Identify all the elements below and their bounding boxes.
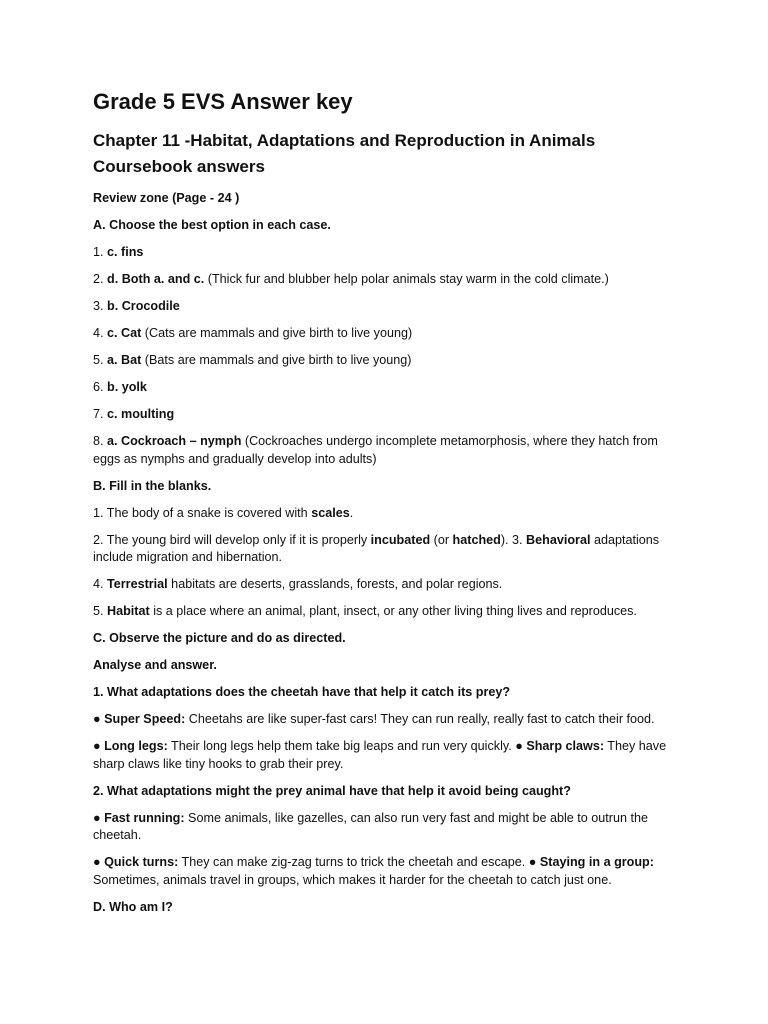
answer-a4: 4. c. Cat (Cats are mammals and give birth to live young): [93, 326, 413, 340]
answer-a7: 7. c. moulting: [93, 407, 175, 421]
answer-b2: 2. The young bird will develop only if it is properly incubated (or hatched). 3. Behavioral adaptations include migration and hibernation.: [93, 532, 660, 564]
answer-b5: 5. Habitat is a place where an animal, plant, insect, or any other living thing lives and reproduces.: [93, 604, 637, 618]
answer-c2-para2: ● Quick turns: They can make zig-zag turns to trick the cheetah and escape. ● Staying in a group: Sometimes, animals travel in groups, which makes it harder for the cheetah to catch just one.: [93, 855, 654, 887]
section-a-heading: A. Choose the best option in each case.: [93, 218, 331, 232]
answer-b1: 1. The body of a snake is covered with scales.: [93, 505, 354, 520]
section-c-heading: C. Observe the picture and do as directed.: [93, 631, 346, 645]
question-c2: 2. What adaptations might the prey animal have that help it avoid being caught?: [93, 783, 571, 798]
chapter-title: Chapter 11 -Habitat, Adaptations and Reproduction in Animals: [93, 131, 596, 150]
answer-a5: 5. a. Bat (Bats are mammals and give birth to live young): [93, 353, 412, 367]
question-c1: 1. What adaptations does the cheetah have that help it catch its prey?: [93, 685, 511, 699]
answer-c1-para1: ● Super Speed: Cheetahs are like super-fast cars! They can run really, really fast to catch their food.: [93, 712, 655, 726]
review-zone-label: Review zone (Page - 24 ): [93, 191, 240, 205]
section-c-subheading: Analyse and answer.: [93, 658, 217, 672]
section-d-heading: D. Who am I?: [93, 899, 173, 914]
answer-a8: 8. a. Cockroach – nymph (Cockroaches undergo incomplete metamorphosis, where they hatch from eggs as nymphs and gradually develop into adults): [93, 434, 658, 466]
section-b-heading: B. Fill in the blanks.: [93, 478, 212, 493]
answer-b4: 4. Terrestrial habitats are deserts, grasslands, forests, and polar regions.: [93, 577, 503, 591]
answer-a6: 6. b. yolk: [93, 380, 147, 394]
chapter-heading: [93, 128, 676, 180]
page-title: Grade 5 EVS Answer key: [93, 89, 353, 114]
answer-a2: 2. d. Both a. and c. (Thick fur and blubber help polar animals stay warm in the cold climate.): [93, 272, 609, 286]
answer-c1-para2: ● Long legs: Their long legs help them take big leaps and run very quickly. ● Sharp claws: They have sharp claws like tiny hooks to grab their prey.: [93, 739, 667, 771]
answer-c2-para1: ● Fast running: Some animals, like gazelles, can also run very fast and might be able to outrun the cheetah.: [93, 810, 648, 842]
chapter-subtitle: Coursebook answers: [93, 157, 265, 176]
answer-a1: 1. c. fins: [93, 245, 144, 259]
answer-a3: 3. b. Crocodile: [93, 299, 180, 313]
